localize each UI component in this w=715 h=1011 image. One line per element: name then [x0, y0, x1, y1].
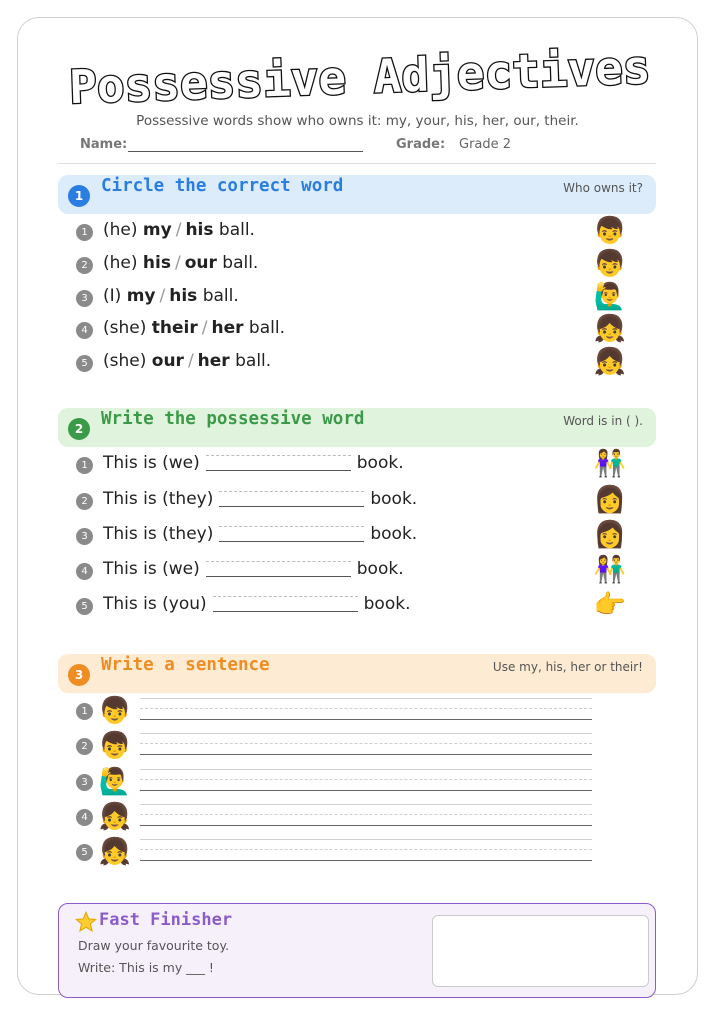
item-number: 2 — [76, 738, 93, 755]
fast-finisher-title: Fast Finisher — [99, 910, 233, 930]
writing-row — [76, 765, 596, 799]
item-subject: (she) — [103, 318, 147, 338]
section-3-header — [58, 654, 656, 693]
option-separator: / — [187, 351, 194, 371]
star-icon — [75, 911, 97, 933]
writing-lines[interactable] — [140, 769, 592, 793]
item-end: book. — [370, 489, 418, 509]
woman-emoji-icon: 👩 — [593, 520, 627, 550]
answer-blank[interactable] — [206, 557, 351, 577]
section-3-number: 3 — [68, 664, 90, 686]
option-1[interactable]: my — [142, 220, 172, 240]
page-title — [60, 38, 660, 118]
girl-emoji-icon: 👧 — [593, 314, 627, 344]
section-1-header — [58, 175, 656, 214]
option-2[interactable]: her — [211, 318, 244, 338]
fast-finisher-instruction-1: Draw your favourite toy. — [78, 938, 230, 953]
item-sentence — [103, 351, 271, 371]
item-number: 4 — [76, 563, 93, 580]
item-start: This is (we) — [103, 453, 200, 473]
writing-lines[interactable] — [140, 839, 592, 863]
girl-emoji-icon: 👧 — [98, 802, 132, 832]
writing-lines[interactable] — [140, 698, 592, 722]
item-sentence — [103, 594, 410, 614]
boy-emoji-icon: 👦 — [593, 249, 627, 279]
circle-item — [76, 218, 636, 248]
item-end: book. — [356, 453, 404, 473]
option-separator: / — [159, 286, 166, 306]
name-label: Name: — [80, 137, 128, 152]
item-number: 3 — [76, 774, 93, 791]
fast-finisher-box — [58, 903, 656, 998]
item-number: 4 — [76, 322, 93, 339]
section-3-hint: Use my, his, her or their! — [492, 660, 643, 674]
circle-item — [76, 316, 636, 346]
fill-item — [76, 592, 636, 622]
answer-blank[interactable] — [219, 487, 364, 507]
option-separator: / — [175, 220, 182, 240]
grade-label: Grade: — [396, 137, 446, 152]
item-subject: (he) — [103, 253, 138, 273]
item-number: 3 — [76, 290, 93, 307]
grade-value: Grade 2 — [459, 137, 512, 152]
option-separator: / — [174, 253, 181, 273]
item-end: ball. — [218, 220, 255, 240]
fill-item — [76, 557, 636, 587]
option-1[interactable]: our — [151, 351, 184, 371]
item-start: This is (we) — [103, 559, 200, 579]
item-subject: (he) — [103, 220, 138, 240]
option-2[interactable]: his — [185, 220, 214, 240]
item-sentence — [103, 318, 285, 338]
item-number: 5 — [76, 355, 93, 372]
boy-emoji-icon: 👦 — [593, 216, 627, 246]
raising-hand-emoji-icon: 🙋‍♂️ — [98, 767, 132, 797]
option-1[interactable]: his — [142, 253, 171, 273]
answer-blank[interactable] — [206, 451, 351, 471]
writing-row — [76, 729, 596, 763]
title-text: Possessive Adjectives — [68, 39, 652, 115]
option-separator: / — [201, 318, 208, 338]
girl-emoji-icon: 👧 — [593, 347, 627, 377]
item-number: 2 — [76, 257, 93, 274]
fill-item — [76, 451, 636, 481]
item-start: This is (you) — [103, 594, 207, 614]
option-2[interactable]: our — [184, 253, 217, 273]
circle-item — [76, 349, 636, 379]
item-sentence — [103, 524, 417, 544]
section-2-title: Write the possessive word — [101, 409, 365, 429]
name-grade-row — [80, 137, 640, 157]
item-start: This is (they) — [103, 489, 214, 509]
item-sentence — [103, 286, 239, 306]
item-number: 4 — [76, 809, 93, 826]
section-1-hint: Who owns it? — [563, 181, 643, 195]
boy-emoji-icon: 👦 — [98, 696, 132, 726]
item-number: 1 — [76, 224, 93, 241]
item-sentence — [103, 559, 404, 579]
couple-emoji-icon: 👫 — [593, 449, 627, 479]
option-1[interactable]: my — [126, 286, 156, 306]
item-number: 3 — [76, 528, 93, 545]
item-start: This is (they) — [103, 524, 214, 544]
item-end: book. — [363, 594, 411, 614]
section-2-header — [58, 408, 656, 447]
item-end: ball. — [248, 318, 285, 338]
item-end: book. — [370, 524, 418, 544]
option-2[interactable]: her — [197, 351, 230, 371]
writing-row — [76, 694, 596, 728]
raising-hand-emoji-icon: 🙋‍♂️ — [593, 282, 627, 312]
circle-item — [76, 284, 636, 314]
fill-item — [76, 522, 636, 552]
pointing-hand-emoji-icon: 👉 — [593, 590, 627, 620]
section-1-title: Circle the correct word — [101, 176, 344, 196]
writing-row — [76, 800, 596, 834]
section-1-number: 1 — [68, 185, 90, 207]
option-1[interactable]: their — [151, 318, 198, 338]
item-number: 1 — [76, 703, 93, 720]
item-end: ball. — [202, 286, 239, 306]
couple-emoji-icon: 👫 — [593, 555, 627, 585]
woman-emoji-icon: 👩 — [593, 485, 627, 515]
writing-lines[interactable] — [140, 733, 592, 757]
answer-blank[interactable] — [219, 522, 364, 542]
option-2[interactable]: his — [169, 286, 198, 306]
section-3-title: Write a sentence — [101, 655, 270, 675]
fill-item — [76, 487, 636, 517]
item-number: 5 — [76, 598, 93, 615]
section-2-number: 2 — [68, 418, 90, 440]
item-number: 5 — [76, 844, 93, 861]
item-number: 1 — [76, 457, 93, 474]
item-sentence — [103, 253, 258, 273]
header-divider — [58, 163, 656, 164]
item-end: ball. — [235, 351, 272, 371]
item-sentence — [103, 453, 404, 473]
item-sentence — [103, 489, 417, 509]
name-input-line[interactable] — [128, 151, 363, 152]
item-sentence — [103, 220, 255, 240]
item-number: 2 — [76, 493, 93, 510]
boy-emoji-icon: 👦 — [98, 731, 132, 761]
subtitle: Possessive words show who owns it: my, your, his, her, our, their. — [136, 113, 579, 129]
item-subject: (I) — [103, 286, 122, 306]
item-subject: (she) — [103, 351, 147, 371]
writing-lines[interactable] — [140, 804, 592, 828]
answer-blank[interactable] — [213, 592, 358, 612]
fast-finisher-instruction-2: Write: This is my ___ ! — [78, 960, 214, 975]
circle-item — [76, 251, 636, 281]
item-end: ball. — [222, 253, 259, 273]
drawing-box[interactable] — [432, 915, 649, 987]
writing-row — [76, 835, 596, 869]
section-2-hint: Word is in ( ). — [563, 414, 643, 428]
girl-emoji-icon: 👧 — [98, 837, 132, 867]
item-end: book. — [356, 559, 404, 579]
